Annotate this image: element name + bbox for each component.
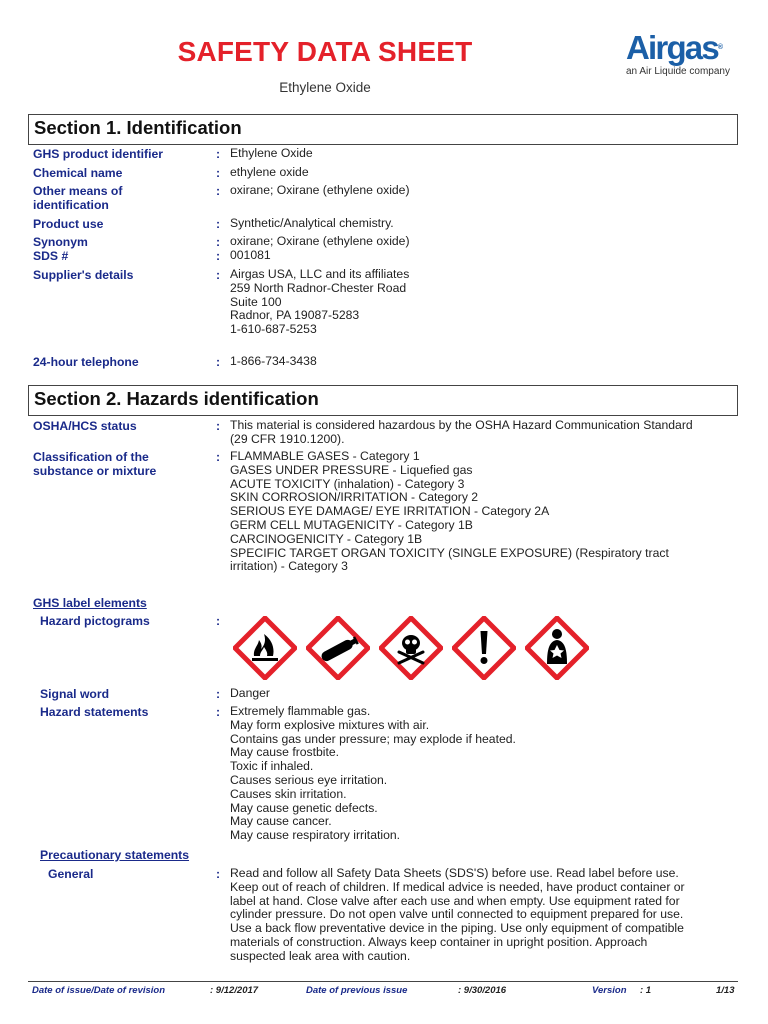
logo-tagline: an Air Liquide company <box>626 66 730 77</box>
document-title: SAFETY DATA SHEET <box>177 36 473 67</box>
label-precautionary-statements: Precautionary statements <box>40 848 190 862</box>
label-synonym: Synonym <box>33 235 88 249</box>
flame-icon <box>233 616 297 680</box>
label-24-hour-telephone: 24-hour telephone <box>33 355 139 369</box>
logo-registered-mark: ® <box>717 44 724 51</box>
product-name-subtitle: Ethylene Oxide <box>279 80 371 95</box>
colon: : <box>216 687 221 701</box>
airgas-logo <box>626 30 741 77</box>
label-sds-number: SDS # <box>33 249 69 263</box>
value-chemical-name: ethylene oxide <box>230 165 309 179</box>
value-hazard-statements: Extremely flammable gas. May form explosive mixtures with air. Contains gas under pressure; may explode if heated. May cause frostbite. Toxic if inhaled. Causes serious eye irritation. Causes skin irritation. May cause genetic defects. May cause cancer. May cause respiratory irritation. <box>230 704 516 843</box>
colon: : <box>216 867 221 881</box>
footer-version-label: Version <box>592 985 627 996</box>
value-synonym: oxirane; Oxirane (ethylene oxide) <box>230 234 410 248</box>
section-1-heading: Section 1. Identification <box>34 117 242 138</box>
colon: : <box>216 166 221 180</box>
label-chemical-name: Chemical name <box>33 166 123 180</box>
section-1-heading-box <box>28 114 738 145</box>
colon: : <box>216 268 221 282</box>
value-signal-word: Danger <box>230 686 270 700</box>
value-sds-number: 001081 <box>230 248 271 262</box>
value-classification: FLAMMABLE GASES - Category 1 GASES UNDER PRESSURE - Liquefied gas ACUTE TOXICITY (inhalation) - Category 3 SKIN CORROSION/IRRITATION - Category 2 SERIOUS EYE DAMAGE/ EYE IRRITATION - Category 2A GERM CELL MUTAGENICITY - Category 1B CARCINOGENICITY - Category 1B SPECIFIC TARGET ORGAN TOXICITY (SINGLE EXPOSURE) (Respiratory tract irritation) - Category 3 <box>230 449 669 574</box>
gas-cylinder-icon <box>306 616 370 680</box>
label-suppliers-details: Supplier's details <box>33 268 134 282</box>
label-hazard-pictograms: Hazard pictograms <box>40 614 150 628</box>
exclamation-mark-icon <box>452 616 516 680</box>
label-hazard-statements: Hazard statements <box>40 705 149 719</box>
footer-version-value: : 1 <box>640 985 652 996</box>
colon: : <box>216 705 221 719</box>
label-osha-hcs-status: OSHA/HCS status <box>33 419 137 433</box>
footer-divider <box>28 981 738 982</box>
label-other-means-of-identification: Other means of identification <box>33 184 123 212</box>
colon: : <box>216 235 221 249</box>
label-ghs-product-identifier: GHS product identifier <box>33 147 164 161</box>
footer-previous-value: : 9/30/2016 <box>458 985 507 996</box>
colon: : <box>216 249 221 263</box>
footer-issue-label: Date of issue/Date of revision <box>32 985 166 996</box>
colon: : <box>216 217 221 231</box>
value-product-use: Synthetic/Analytical chemistry. <box>230 216 394 230</box>
colon: : <box>216 450 221 464</box>
section-2-heading: Section 2. Hazards identification <box>34 388 319 409</box>
logo-word: Airgas <box>626 29 718 66</box>
health-hazard-icon <box>525 616 589 680</box>
colon: : <box>216 614 221 628</box>
label-product-use: Product use <box>33 217 104 231</box>
colon: : <box>216 184 221 198</box>
footer-issue-value: : 9/12/2017 <box>210 985 259 996</box>
section-2-heading-box <box>28 385 738 416</box>
footer-previous-label: Date of previous issue <box>306 985 408 996</box>
value-other-means-of-identification: oxirane; Oxirane (ethylene oxide) <box>230 183 410 197</box>
label-ghs-label-elements: GHS label elements <box>33 596 147 610</box>
label-signal-word: Signal word <box>40 687 110 701</box>
value-ghs-product-identifier: Ethylene Oxide <box>230 146 313 160</box>
value-general: Read and follow all Safety Data Sheets (SDS'S) before use. Read label before use. Keep out of reach of children. If medical advice is needed, have product container or label at hand. Close valve after each use and when empty. Use equipment rated for cylinder pressure. Do not open valve until connected to equipment prepared for use. Use a back flow preventative device in the piping. Use only equipment of compatible materials of construction. Always keep container in upright position. Approach suspected leak area with caution. <box>230 866 685 963</box>
colon: : <box>216 419 221 433</box>
colon: : <box>216 147 221 161</box>
skull-crossbones-icon <box>379 616 443 680</box>
colon: : <box>216 355 221 369</box>
label-general: General <box>48 867 94 881</box>
value-suppliers-details: Airgas USA, LLC and its affiliates 259 North Radnor-Chester Road Suite 100 Radnor, PA 19087-5283 1-610-687-5253 <box>230 267 410 337</box>
label-classification: Classification of the substance or mixture <box>33 450 157 478</box>
value-osha-hcs-status: This material is considered hazardous by the OSHA Hazard Communication Standard (29 CFR 1910.1200). <box>230 418 693 446</box>
value-24-hour-telephone: 1-866-734-3438 <box>230 354 317 368</box>
footer-page-number: 1/13 <box>716 985 735 996</box>
